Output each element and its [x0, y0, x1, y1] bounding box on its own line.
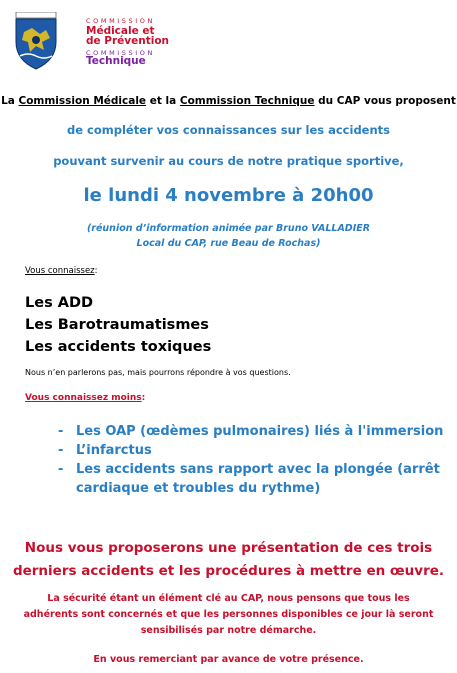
dash-bullet-icon: - [58, 424, 64, 439]
event-date: le lundi 4 novembre à 20h00 [83, 185, 374, 206]
commission-label: COMMISSION [86, 17, 155, 25]
list-item-text: Les OAP (œdèmes pulmonaires) liés à l'immersion [76, 424, 444, 439]
known-item: Les Barotraumatismes [25, 317, 209, 333]
security-line-3: sensibilisés par notre démarche. [140, 625, 317, 636]
commission-technique: Technique [86, 55, 146, 67]
list-item-continuation: cardiaque et troubles du rythme) [76, 481, 321, 496]
commission-medicale-link: Commission Médicale [18, 95, 147, 107]
dash-bullet-icon: - [58, 462, 64, 477]
commission-label-2: COMMISSION [86, 48, 155, 57]
list-item [58, 422, 443, 441]
meeting-info-1: (réunion d’information animée par Bruno VALLADIER [86, 223, 371, 234]
intro-text-1: La [1, 95, 19, 107]
list-item [58, 441, 443, 460]
commission-branding [86, 18, 169, 67]
intro-text-2: et la [146, 95, 180, 107]
commission-medicale-line1: Médicale et [86, 24, 155, 37]
thanks-line: En vous remerciant par avance de votre présence. [93, 654, 364, 665]
header [8, 8, 208, 70]
meeting-info-2: Local du CAP, rue Beau de Rochas) [136, 238, 321, 249]
commission-medicale-line2: de Prévention [86, 35, 170, 47]
security-line-1: La sécurité étant un élément clé au CAP, nous pensons que tous les [47, 593, 410, 604]
commission-technique-link: Commission Technique [179, 95, 315, 107]
known-label-text: Vous connaissez [25, 266, 95, 276]
known-list [25, 292, 211, 358]
less-known-label-text: Vous connaissez moins [25, 393, 142, 403]
known-item: Les ADD [25, 295, 94, 311]
list-item [58, 460, 443, 498]
known-item: Les accidents toxiques [25, 339, 212, 355]
less-known-list [58, 422, 443, 498]
known-label [25, 266, 98, 276]
list-item-text: L’infarctus [76, 443, 152, 458]
less-known-label-suffix: : [141, 393, 146, 403]
subtitle-line-1: de compléter vos connaissances sur les accidents [66, 123, 391, 137]
known-note: Nous n’en parlerons pas, mais pourrons répondre à vos questions. [25, 368, 291, 377]
intro-text-3: du CAP vous proposent [314, 95, 456, 107]
intro-line [0, 95, 457, 107]
club-shield-logo-icon [10, 12, 60, 70]
proposal-line-2: derniers accidents et les procédures à mettre en œuvre. [12, 563, 445, 579]
less-known-label [25, 393, 145, 403]
proposal-line-1: Nous vous proposerons une présentation de ces trois [24, 540, 433, 556]
known-label-suffix: : [94, 266, 98, 276]
subtitle-line-2: pouvant survenir au cours de notre pratique sportive, [53, 154, 404, 168]
dash-bullet-icon: - [58, 443, 64, 458]
security-line-2: adhérents sont concernés et que les personnes disponibles ce jour là seront [23, 609, 434, 620]
list-item-text: Les accidents sans rapport avec la plongée (arrêt [76, 462, 440, 477]
